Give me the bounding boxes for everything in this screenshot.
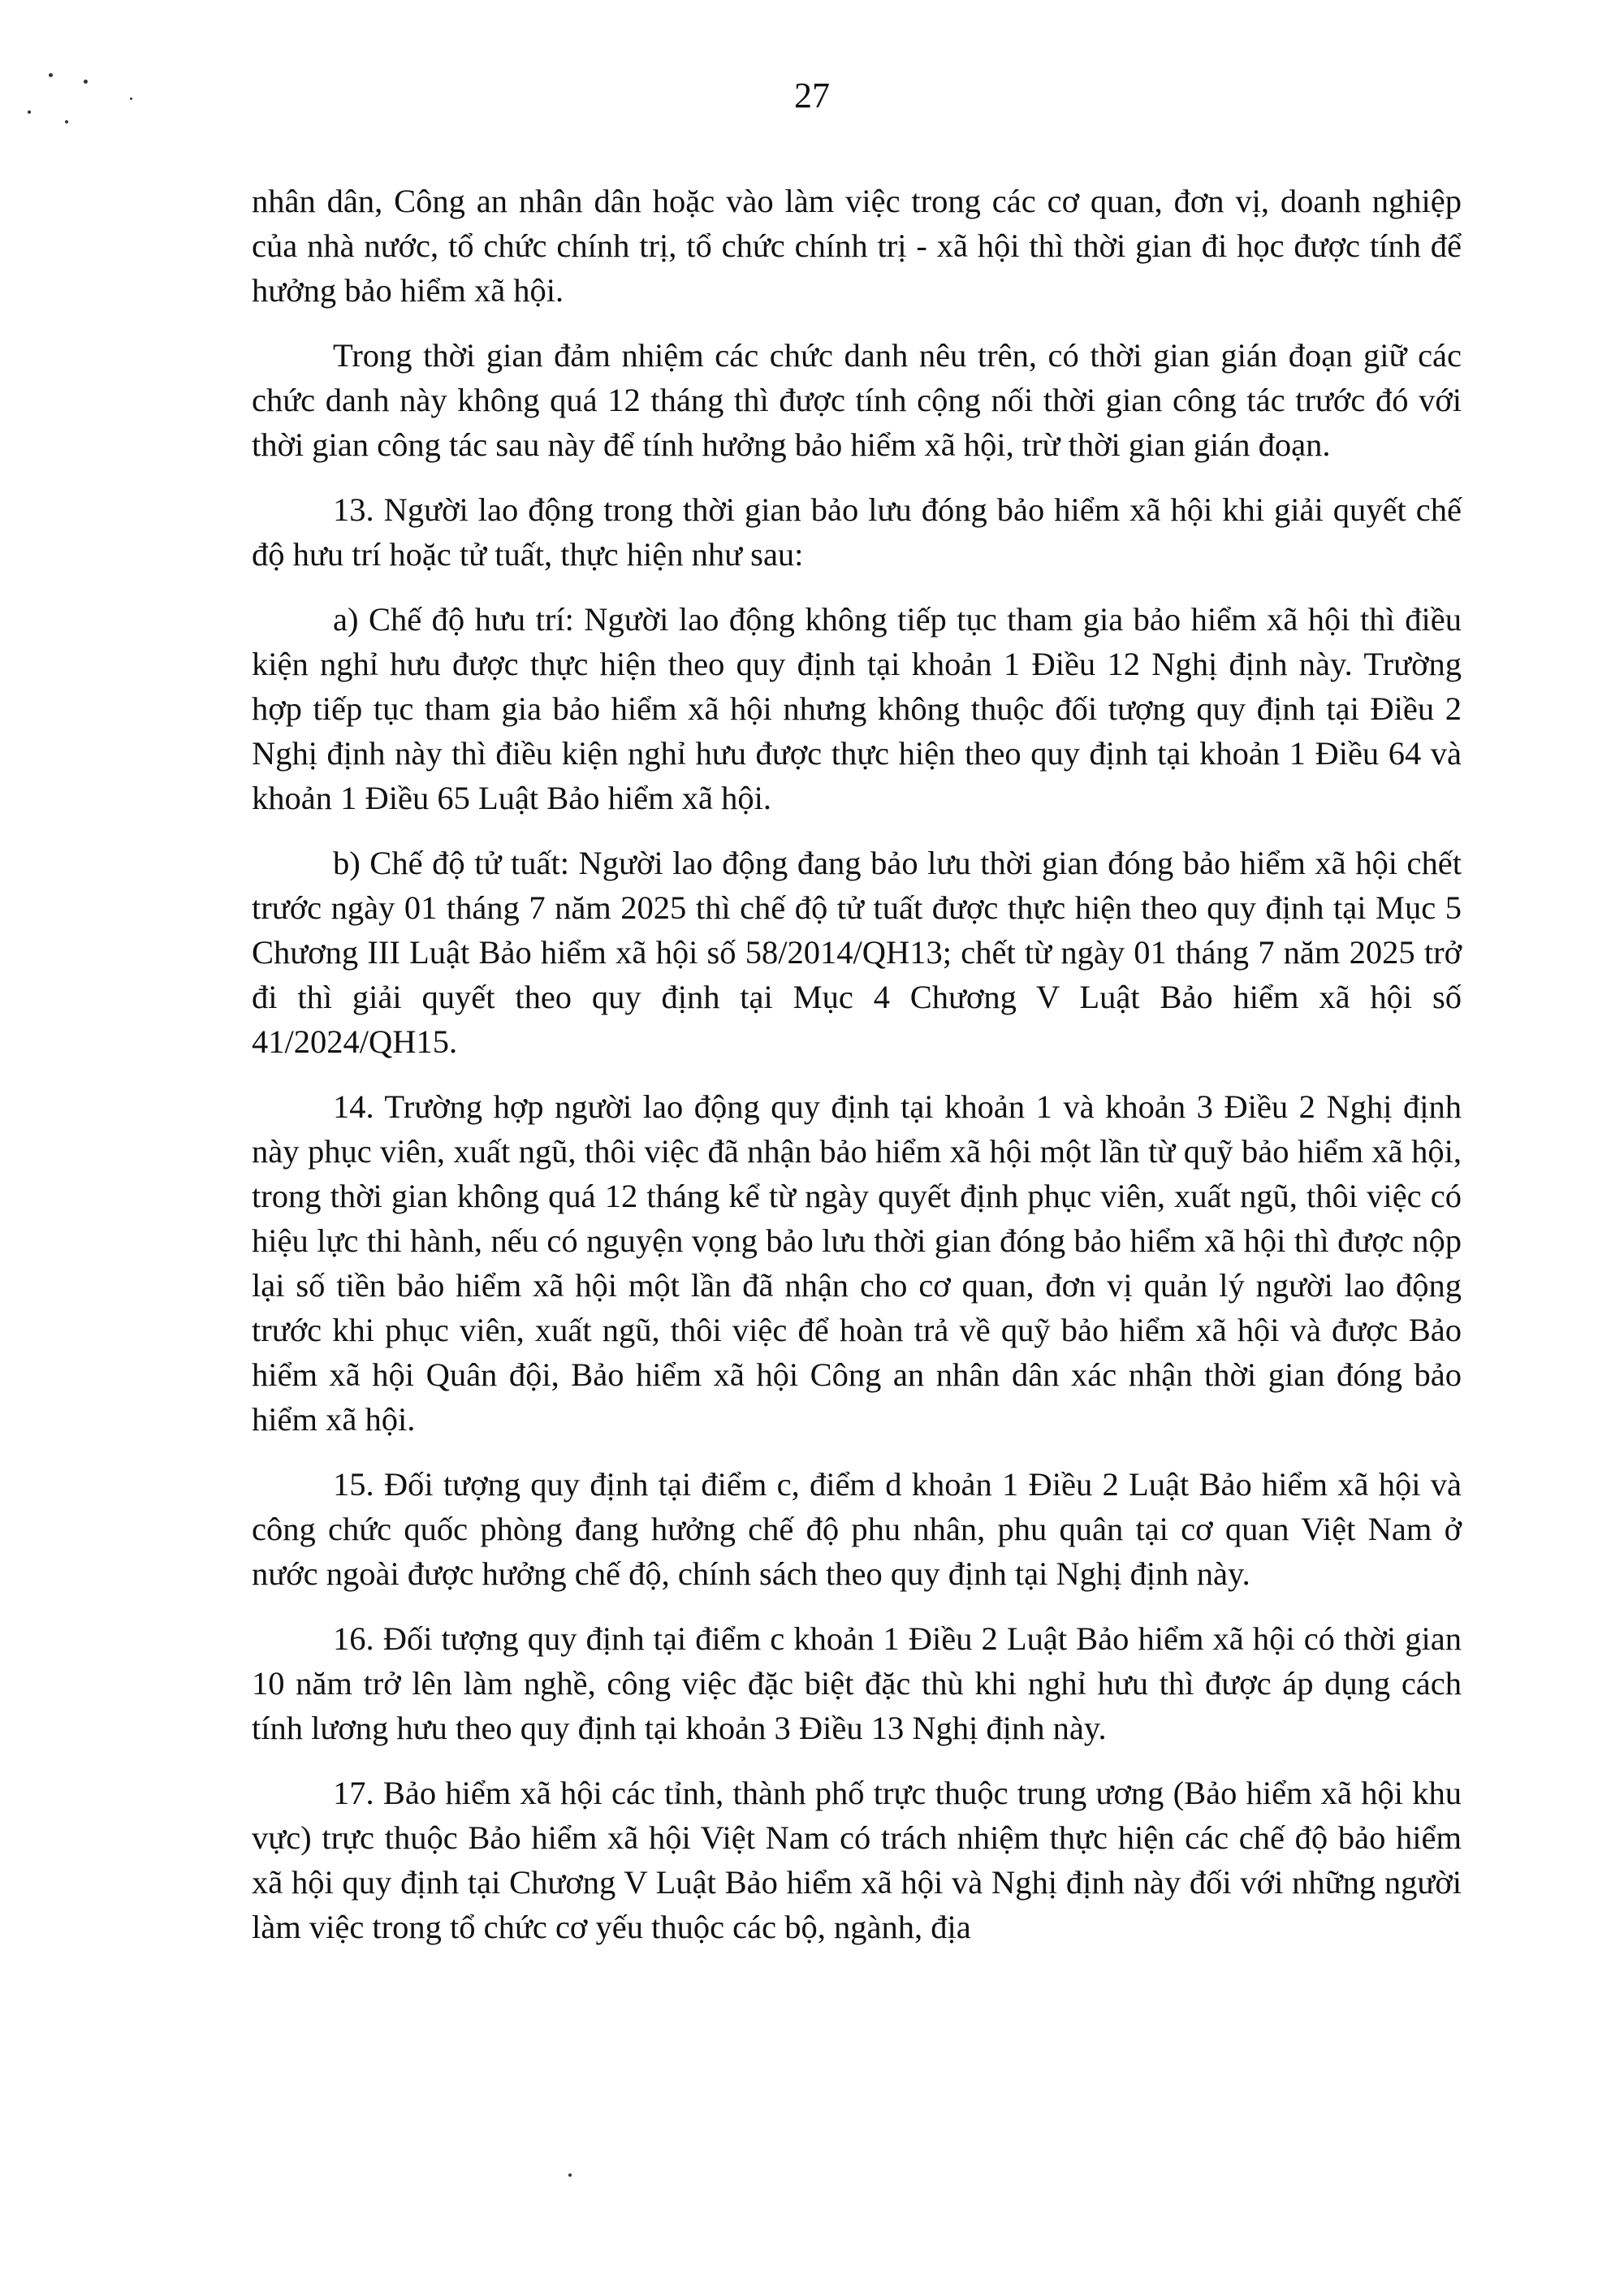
- paragraph-clause-13b: b) Chế độ tử tuất: Người lao động đang bảo lưu thời gian đóng bảo hiểm xã hội chết trước ngày 01 tháng 7 năm 2025 thì chế độ tử tuất được thực hiện theo quy định tại Mục 5 Chương III Luật Bảo hiểm xã hội số 58/2014/QH13; chết từ ngày 01 tháng 7 năm 2025 trở đi thì giải quyết theo quy định tại Mục 4 Chương V Luật Bảo hiểm xã hội số 41/2024/QH15.: [252, 845, 1462, 1060]
- scan-speck: [568, 2173, 572, 2177]
- paragraph-clause-13: 13. Người lao động trong thời gian bảo lưu đóng bảo hiểm xã hội khi giải quyết chế độ hưu trí hoặc tử tuất, thực hiện như sau:: [252, 491, 1462, 573]
- document-body: [252, 179, 1462, 1970]
- paragraph-clause-14: 14. Trường hợp người lao động quy định tại khoản 1 và khoản 3 Điều 2 Nghị định này phục viên, xuất ngũ, thôi việc đã nhận bảo hiểm xã hội một lần từ quỹ bảo hiểm xã hội, trong thời gian không quá 12 tháng kể từ ngày quyết định phục viên, xuất ngũ, thôi việc có hiệu lực thi hành, nếu có nguyện vọng bảo lưu thời gian đóng bảo hiểm xã hội thì được nộp lại số tiền bảo hiểm xã hội một lần đã nhận cho cơ quan, đơn vị quản lý người lao động trước khi phục viên, xuất ngũ, thôi việc để hoàn trả về quỹ bảo hiểm xã hội và được Bảo hiểm xã hội Quân đội, Bảo hiểm xã hội Công an nhân dân xác nhận thời gian đóng bảo hiểm xã hội.: [252, 1088, 1462, 1438]
- paragraph-clause-17: 17. Bảo hiểm xã hội các tỉnh, thành phố trực thuộc trung ương (Bảo hiểm xã hội khu vực) trực thuộc Bảo hiểm xã hội Việt Nam có trách nhiệm thực hiện các chế độ bảo hiểm xã hội quy định tại Chương V Luật Bảo hiểm xã hội và Nghị định này đối với những người làm việc trong tổ chức cơ yếu thuộc các bộ, ngành, địa: [252, 1775, 1462, 1945]
- paragraph-clause-15: 15. Đối tượng quy định tại điểm c, điểm d khoản 1 Điều 2 Luật Bảo hiểm xã hội và công chức quốc phòng đang hưởng chế độ phu nhân, phu quân tại cơ quan Việt Nam ở nước ngoài được hưởng chế độ, chính sách theo quy định tại Nghị định này.: [252, 1466, 1462, 1592]
- paragraph-clause-13a: a) Chế độ hưu trí: Người lao động không tiếp tục tham gia bảo hiểm xã hội thì điều kiện nghỉ hưu được thực hiện theo quy định tại khoản 1 Điều 12 Nghị định này. Trường hợp tiếp tục tham gia bảo hiểm xã hội nhưng không thuộc đối tượng quy định tại Điều 2 Nghị định này thì điều kiện nghỉ hưu được thực hiện theo quy định tại khoản 1 Điều 64 và khoản 1 Điều 65 Luật Bảo hiểm xã hội.: [252, 601, 1462, 816]
- paragraph-continuation: nhân dân, Công an nhân dân hoặc vào làm việc trong các cơ quan, đơn vị, doanh nghiệp của nhà nước, tổ chức chính trị, tổ chức chính trị - xã hội thì thời gian đi học được tính để hưởng bảo hiểm xã hội.: [252, 183, 1462, 309]
- paragraph-clause-16: 16. Đối tượng quy định tại điểm c khoản 1 Điều 2 Luật Bảo hiểm xã hội có thời gian 10 năm trở lên làm nghề, công việc đặc biệt đặc thù khi nghỉ hưu thì được áp dụng cách tính lương hưu theo quy định tại khoản 3 Điều 13 Nghị định này.: [252, 1620, 1462, 1746]
- paragraph-interruption-period: Trong thời gian đảm nhiệm các chức danh nêu trên, có thời gian gián đoạn giữ các chức danh này không quá 12 tháng thì được tính cộng nối thời gian công tác trước đó với thời gian công tác sau này để tính hưởng bảo hiểm xã hội, trừ thời gian gián đoạn.: [252, 337, 1462, 463]
- page-number: 27: [794, 76, 830, 115]
- scan-speck: [65, 120, 68, 123]
